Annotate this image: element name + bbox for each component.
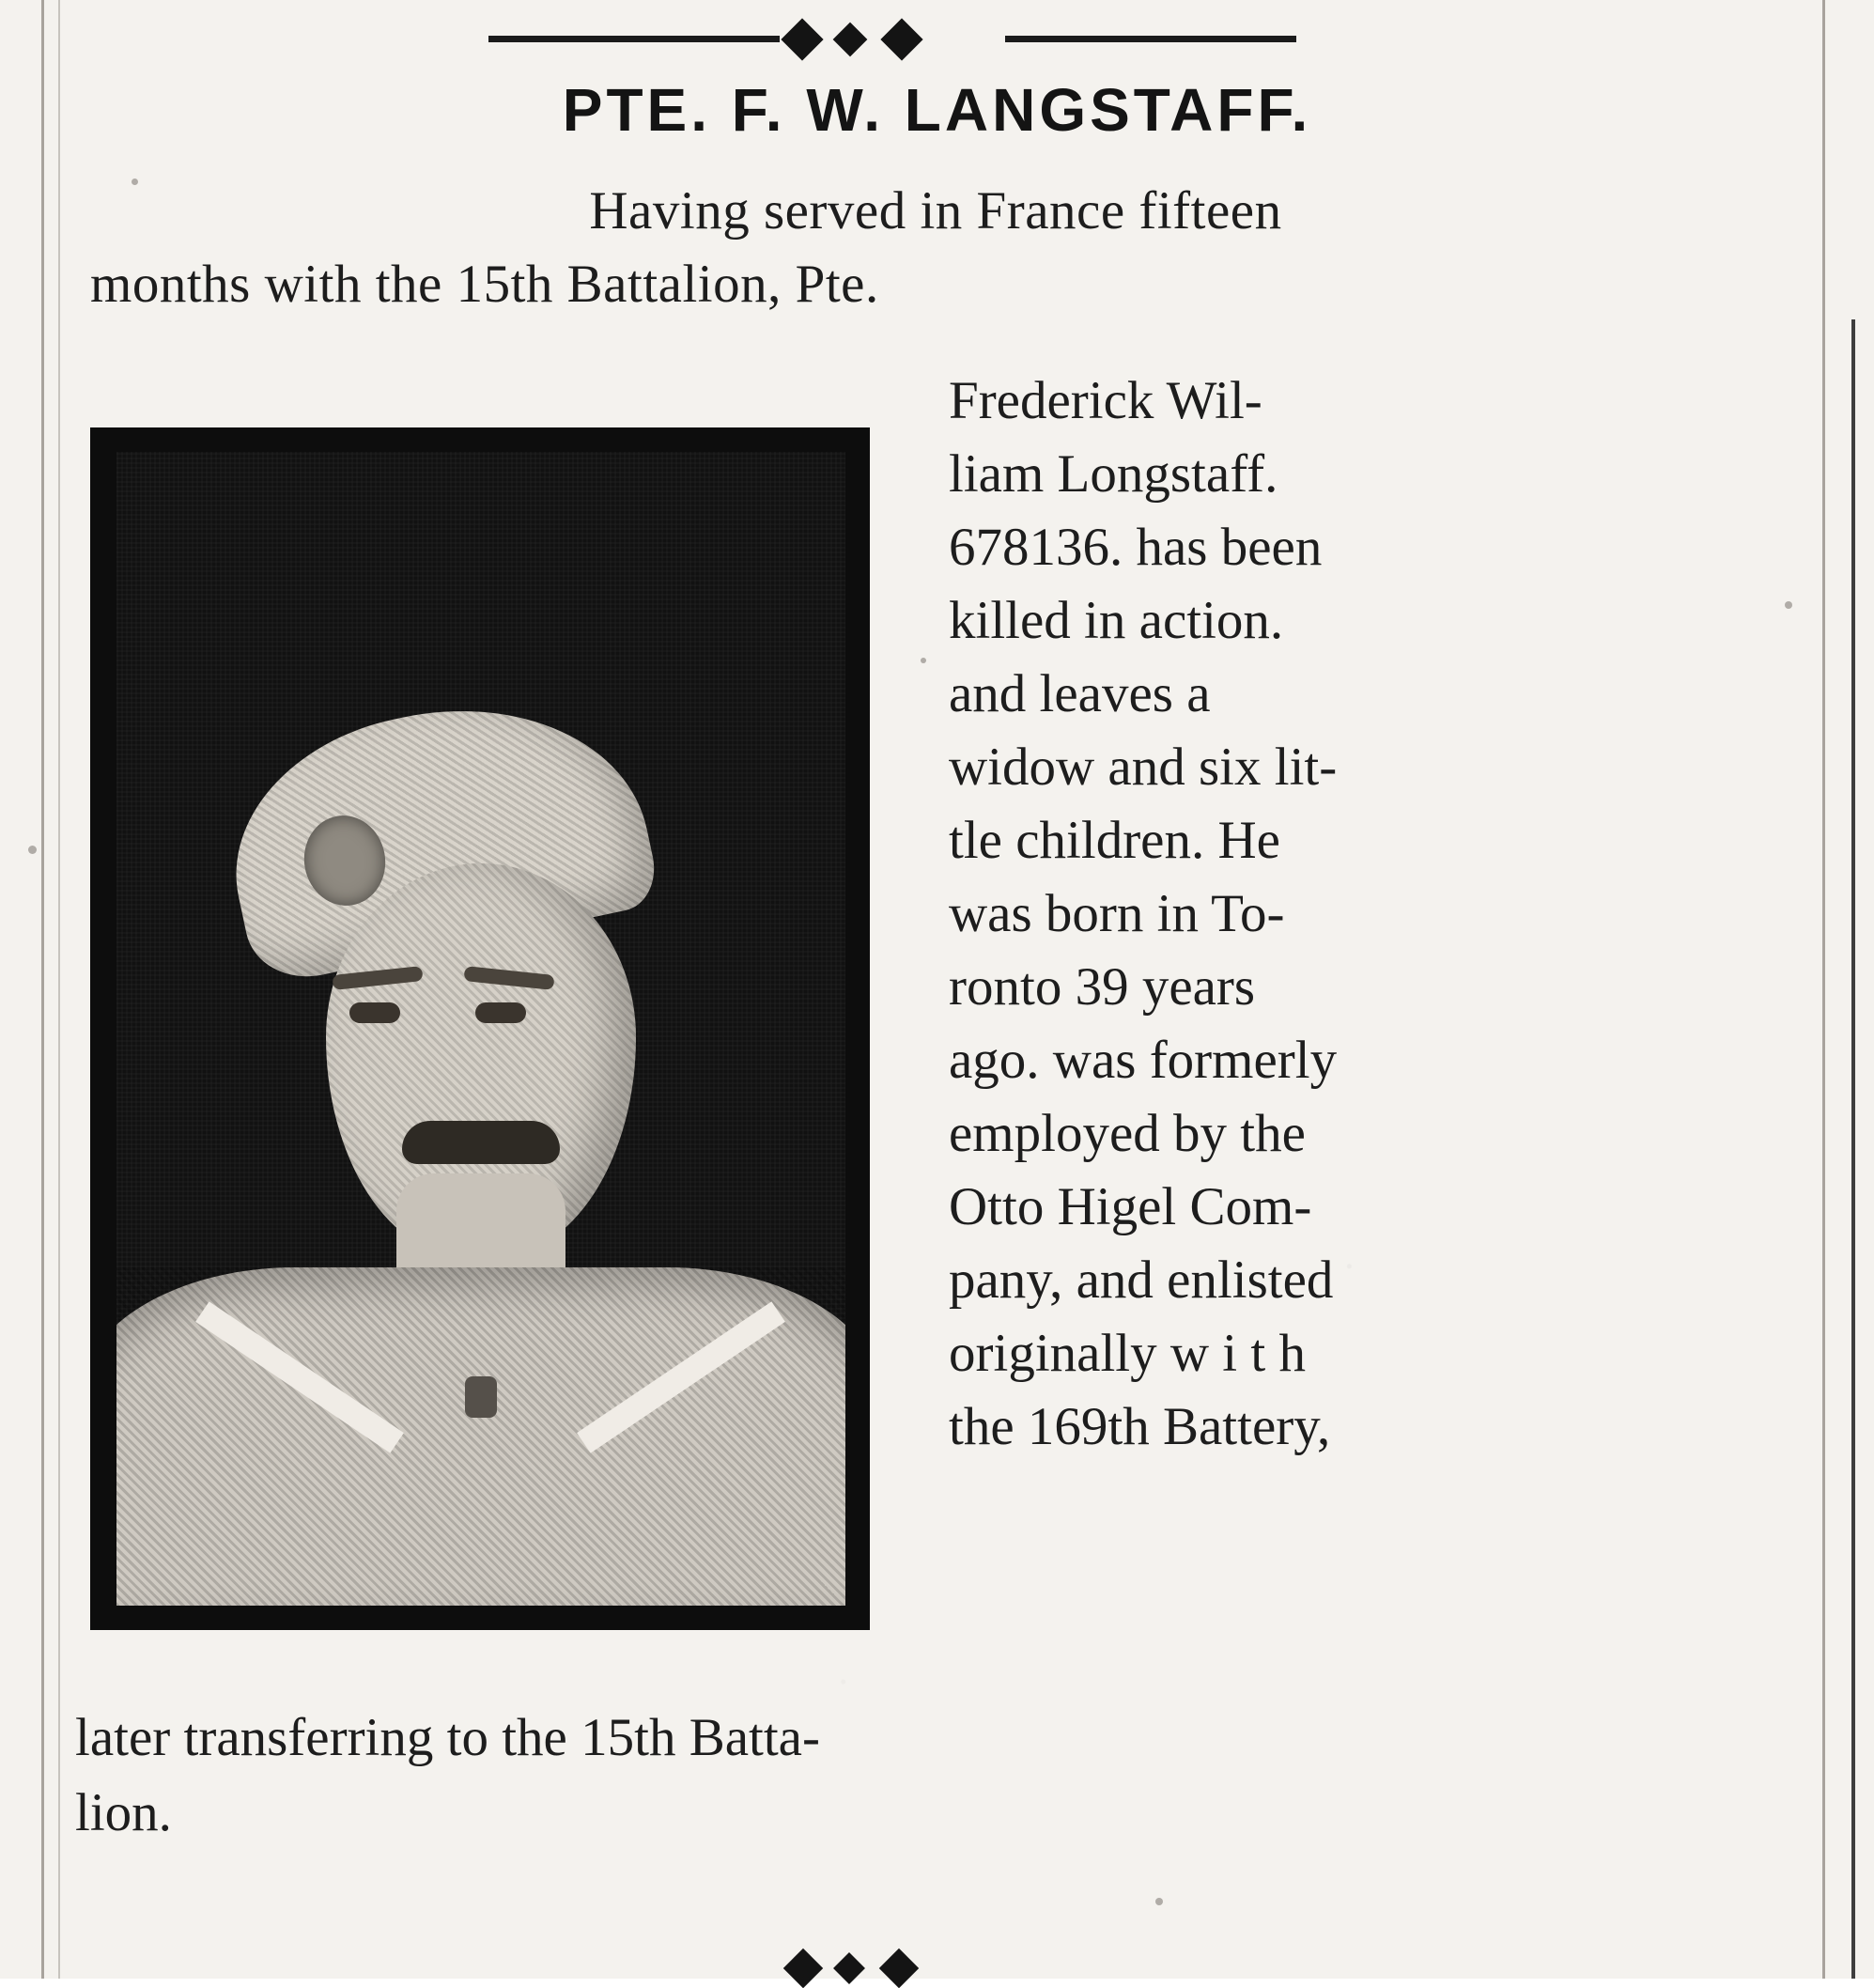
lead-line: Having served in France fifteen	[589, 181, 1282, 241]
diamond-rule-divider-icon	[488, 17, 1296, 60]
divider-diamond-2	[833, 1952, 865, 1984]
divider-diamond-3	[879, 1949, 919, 1988]
scan-speck	[28, 846, 37, 854]
moustache	[402, 1121, 560, 1164]
divider-diamond-1	[783, 1949, 823, 1988]
body-line: originally w i t h	[949, 1324, 1306, 1383]
divider-bar-right	[1005, 36, 1296, 42]
body-line: Otto Higel Com-	[949, 1177, 1312, 1236]
body-line: widow and six lit-	[949, 738, 1338, 797]
body-line: lion.	[75, 1783, 172, 1842]
body-line: liam Longstaff.	[949, 444, 1278, 504]
divider-bar-left	[488, 36, 780, 42]
body-line: pany, and enlisted	[949, 1250, 1334, 1310]
body-line: tle children. He	[949, 811, 1280, 870]
body-line: killed in action.	[949, 591, 1284, 650]
body-line: ronto 39 years	[949, 957, 1256, 1017]
divider-diamond-3	[880, 18, 922, 60]
article-column-right	[949, 365, 1794, 1464]
scan-speck	[132, 179, 138, 185]
eye-left	[349, 1002, 400, 1023]
tunic-button	[465, 1376, 497, 1418]
scan-speck	[921, 658, 926, 663]
body-line: ago. was formerly	[949, 1031, 1338, 1090]
diamond-rule-divider-bottom-icon	[714, 1949, 996, 1986]
soldier-figure	[116, 452, 845, 1606]
divider-diamond-1	[781, 18, 823, 60]
body-line: was born in To-	[949, 884, 1285, 943]
portrait-photo	[116, 452, 845, 1606]
body-line: later transferring to the 15th Batta-	[75, 1708, 820, 1767]
body-line: employed by the	[949, 1104, 1306, 1163]
lead-line: months with the 15th Battalion, Pte.	[90, 255, 879, 314]
body-line: the 169th Battery,	[949, 1397, 1331, 1456]
column-rule-right-heavy	[1851, 319, 1855, 1979]
lead-paragraph	[90, 175, 1781, 321]
body-line: 678136. has been	[949, 518, 1323, 577]
scan-speck	[1155, 1898, 1163, 1905]
divider-diamond-2	[833, 23, 868, 57]
scan-speck	[1785, 601, 1792, 609]
article-tail	[75, 1701, 1794, 1851]
column-rule-right	[1822, 0, 1825, 1979]
portrait-frame	[90, 427, 870, 1630]
column-rule-left-secondary	[58, 0, 60, 1979]
column-rule-left	[41, 0, 44, 1979]
body-line: Frederick Wil-	[949, 371, 1262, 430]
page-title: PTE. F. W. LANGSTAFF.	[562, 76, 1312, 144]
eye-right	[475, 1002, 526, 1023]
body-line: and leaves a	[949, 664, 1211, 723]
